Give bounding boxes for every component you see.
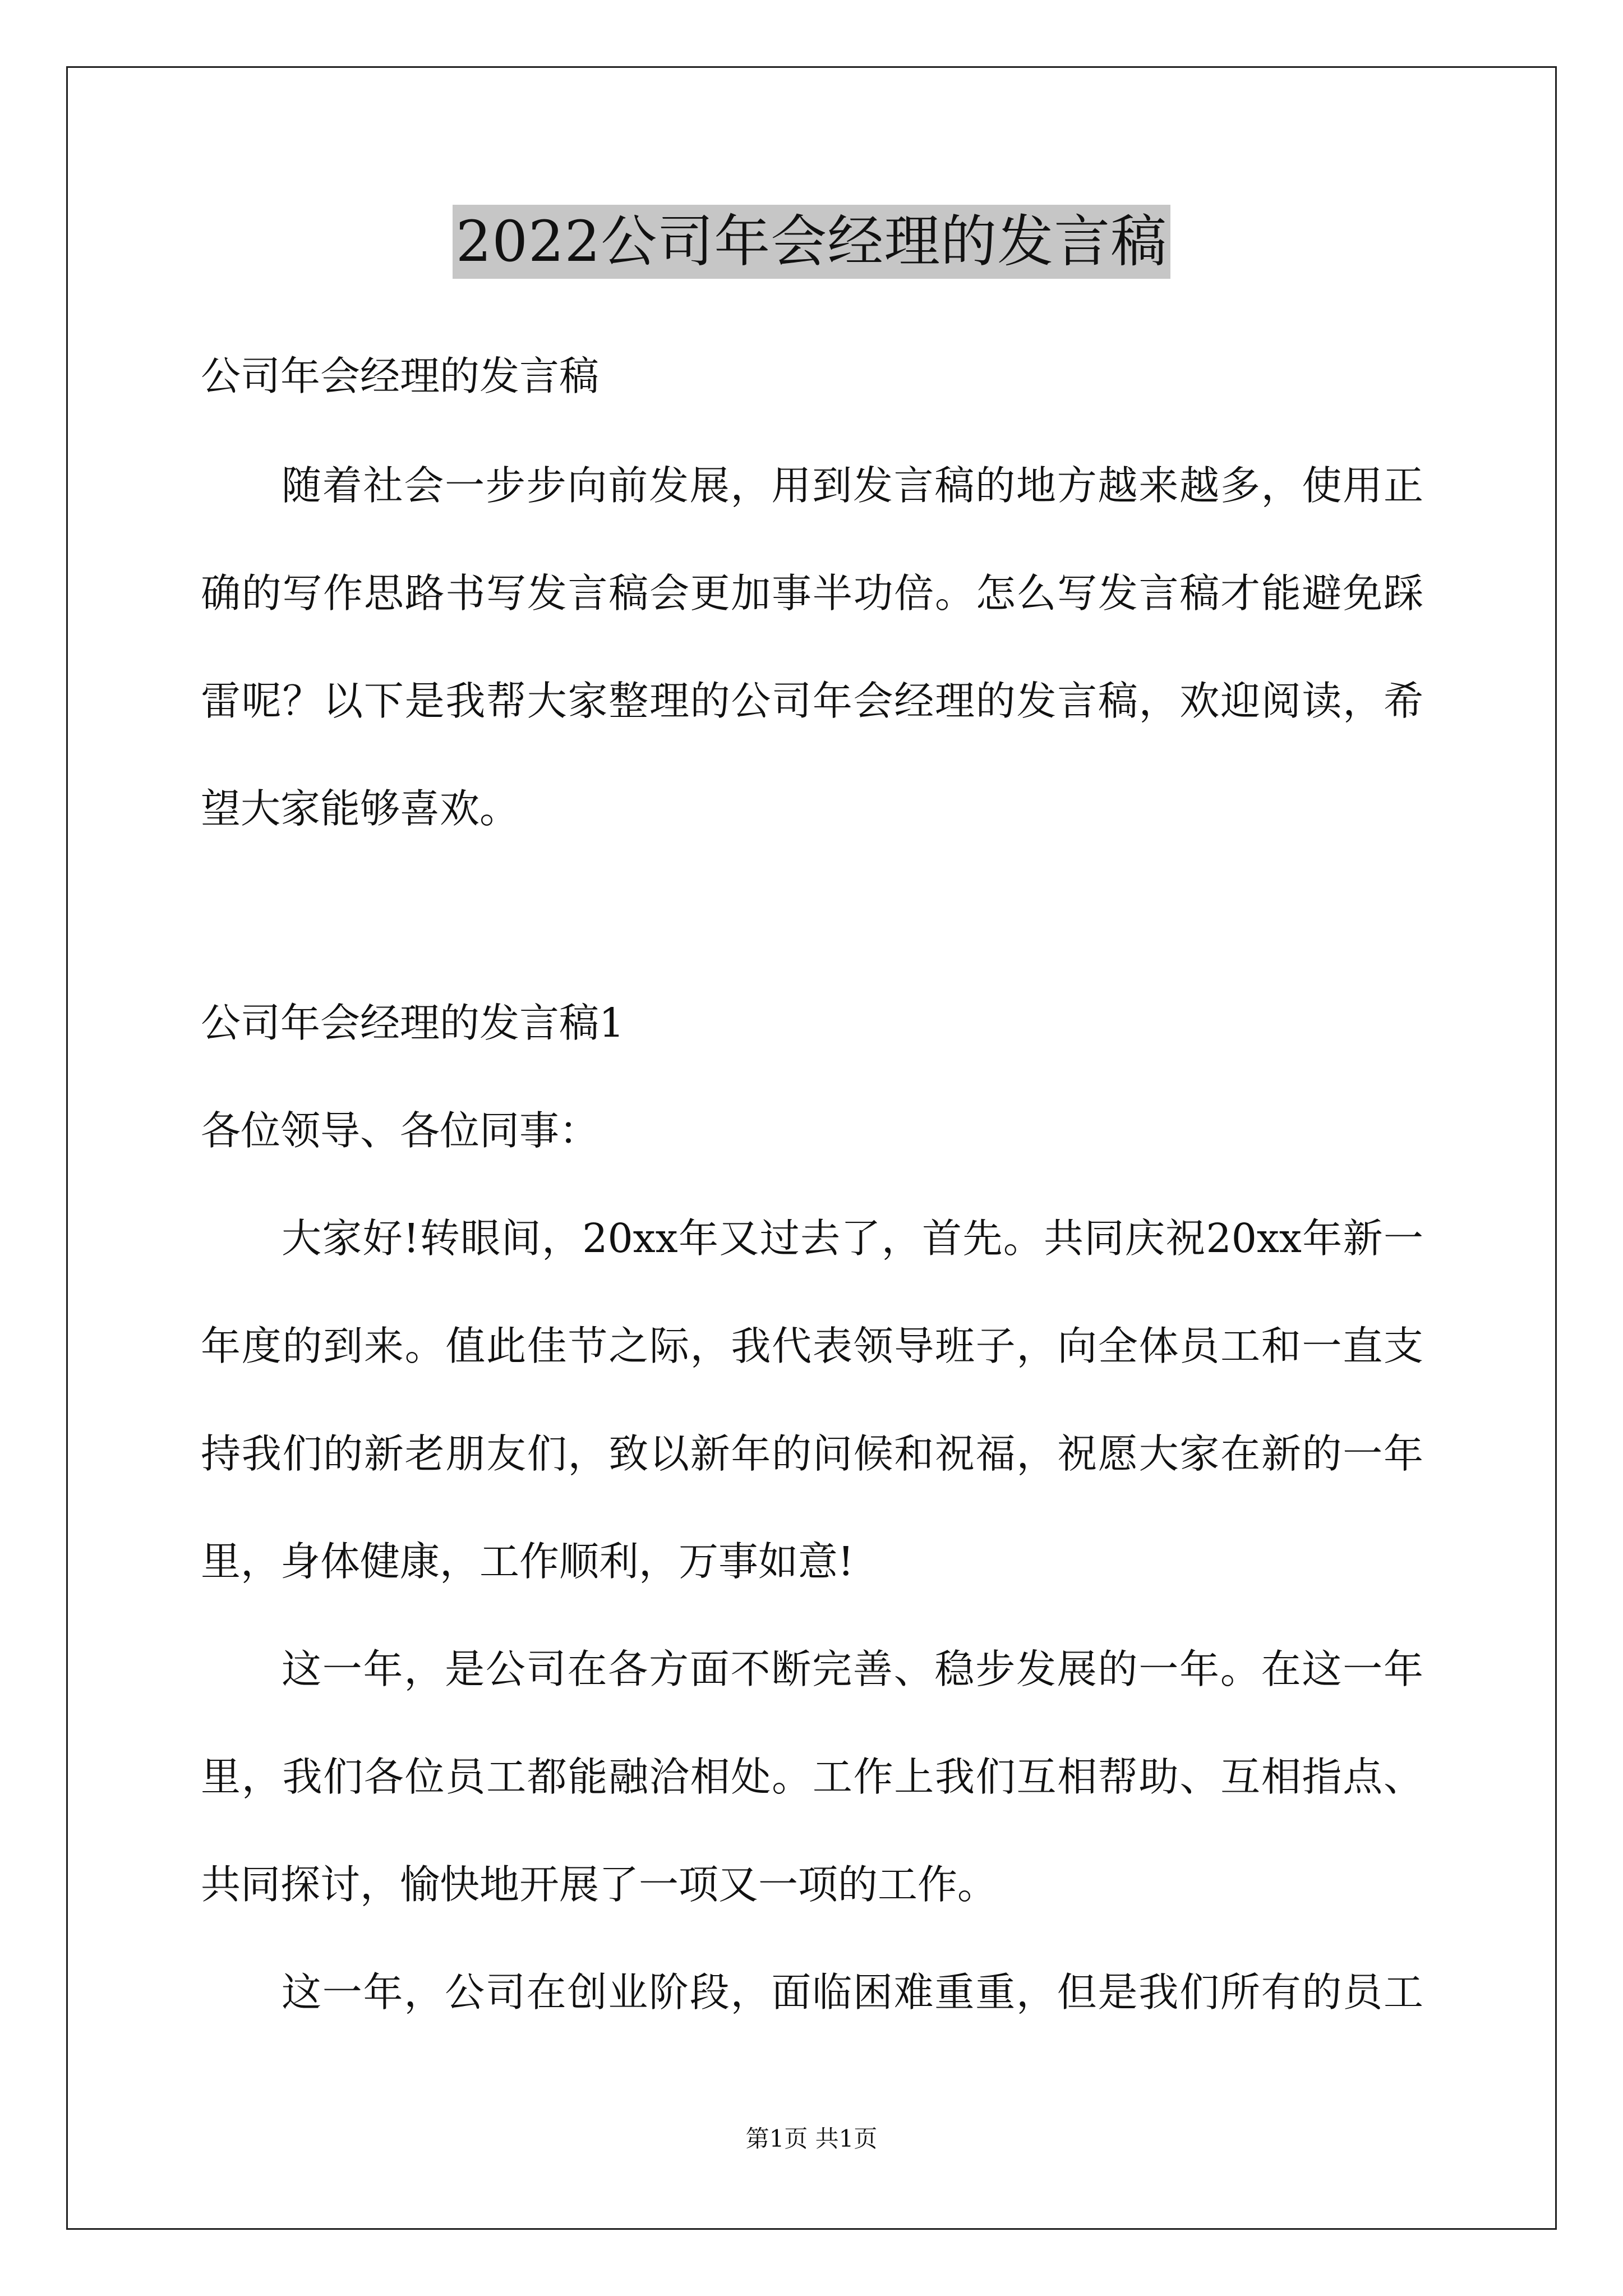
- para1-line-4: 里，身体健康，工作顺利，万事如意!: [201, 1538, 854, 1585]
- para3-line-1: 这一年，公司在创业阶段，面临困难重重，但是我们所有的员工: [282, 1969, 1423, 2016]
- intro-line-2: 确的写作思路书写发言稿会更加事半功倍。怎么写发言稿才能避免踩: [201, 570, 1423, 616]
- para2-line-1: 这一年，是公司在各方面不断完善、稳步发展的一年。在这一年: [282, 1646, 1423, 1692]
- salutation: 各位领导、各位同事：: [201, 1107, 600, 1154]
- intro-line-1: 随着社会一步步向前发展，用到发言稿的地方越来越多，使用正: [282, 462, 1423, 509]
- para1-line-1: 大家好!转眼间，20xx年又过去了，首先。共同庆祝20xx年新一: [282, 1215, 1423, 1262]
- intro-line-3: 雷呢？以下是我帮大家整理的公司年会经理的发言稿，欢迎阅读，希: [201, 678, 1423, 724]
- section-heading: 公司年会经理的发言稿1: [201, 1000, 625, 1046]
- title-container: [0, 205, 1623, 279]
- page-footer: 第1页 共1页: [745, 2125, 878, 2152]
- para2-line-3: 共同探讨，愉快地开展了一项又一项的工作。: [201, 1861, 998, 1908]
- intro-line-4: 望大家能够喜欢。: [201, 785, 520, 832]
- para2-line-2: 里，我们各位员工都能融洽相处。工作上我们互相帮助、互相指点、: [201, 1754, 1423, 1800]
- document-title: 2022公司年会经理的发言稿: [453, 205, 1171, 279]
- para1-line-3: 持我们的新老朋友们，致以新年的问候和祝福，祝愿大家在新的一年: [201, 1430, 1423, 1477]
- document-subtitle: 公司年会经理的发言稿: [201, 353, 600, 399]
- para1-line-2: 年度的到来。值此佳节之际，我代表领导班子，向全体员工和一直支: [201, 1323, 1423, 1369]
